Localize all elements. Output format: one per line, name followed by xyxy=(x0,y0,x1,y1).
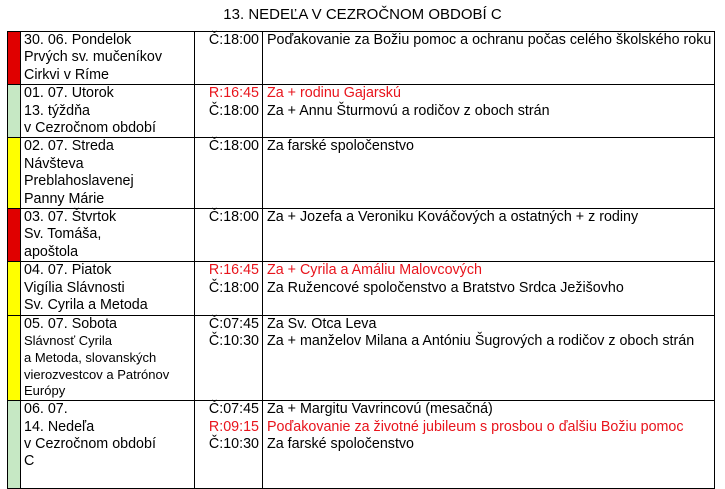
day-cell: 06. 07. 14. Nedeľa v Cezročnom období C xyxy=(21,401,195,489)
day-cell: 02. 07. Streda Návšteva Preblahoslavenej Panny Márie xyxy=(21,138,195,209)
intention-cell: Za + Margitu Vavrincovú (mesačná) Poďakovanie za životné jubileum s prosbou o ďalšiu Božiu pomoc Za farské spoločenstvo xyxy=(263,401,715,489)
liturgical-color-bar xyxy=(8,32,21,85)
intention-cell: Za + Jozefa a Veroniku Kováčových a ostatných + z rodiny xyxy=(263,209,715,262)
time-cell: Č:18:00 xyxy=(195,32,263,85)
liturgical-color-bar xyxy=(8,138,21,209)
table-row xyxy=(8,401,715,489)
liturgical-color-bar xyxy=(8,401,21,489)
table-row xyxy=(8,32,715,85)
time-cell: R:16:45 Č:18:00 xyxy=(195,262,263,315)
time-cell: R:16:45 Č:18:00 xyxy=(195,85,263,138)
table-row xyxy=(8,262,715,315)
time-cell: Č:18:00 xyxy=(195,209,263,262)
intention-cell: Za Sv. Otca Leva Za + manželov Milana a Antóniu Šugrových a rodičov z oboch strán xyxy=(263,315,715,401)
table-row xyxy=(8,138,715,209)
day-cell: 05. 07. Sobota Slávnosť Cyrila a Metoda, slovanských vierozvestcov a Patrónov Európy xyxy=(21,315,195,401)
table-row xyxy=(8,315,715,401)
intention-cell: Za farské spoločenstvo xyxy=(263,138,715,209)
intention-cell: Za + Cyrila a Amáliu Malovcových Za Ružencové spoločenstvo a Bratstvo Srdca Ježišovho xyxy=(263,262,715,315)
intention-cell: Poďakovanie za Božiu pomoc a ochranu počas celého školského roku xyxy=(263,32,715,85)
time-cell: Č:18:00 xyxy=(195,138,263,209)
liturgical-color-bar xyxy=(8,209,21,262)
liturgical-color-bar xyxy=(8,85,21,138)
mass-schedule-table xyxy=(7,31,715,489)
page-title: 13. NEDEĽA V CEZROČNOM OBDOBÍ C xyxy=(223,6,502,23)
table-row xyxy=(8,209,715,262)
liturgical-color-bar xyxy=(8,262,21,315)
time-cell: Č:07:45 Č:10:30 xyxy=(195,315,263,401)
intention-cell: Za + rodinu Gajarskú Za + Annu Šturmovú a rodičov z oboch strán xyxy=(263,85,715,138)
liturgical-color-bar xyxy=(8,315,21,401)
day-cell: 04. 07. Piatok Vigília Slávnosti Sv. Cyrila a Metoda xyxy=(21,262,195,315)
time-cell: Č:07:45 R:09:15 Č:10:30 xyxy=(195,401,263,489)
table-row xyxy=(8,85,715,138)
day-cell: 30. 06. Pondelok Prvých sv. mučeníkov Cirkvi v Ríme xyxy=(21,32,195,85)
day-cell: 01. 07. Utorok 13. týždňa v Cezročnom období xyxy=(21,85,195,138)
day-cell: 03. 07. Štvrtok Sv. Tomáša, apoštola xyxy=(21,209,195,262)
